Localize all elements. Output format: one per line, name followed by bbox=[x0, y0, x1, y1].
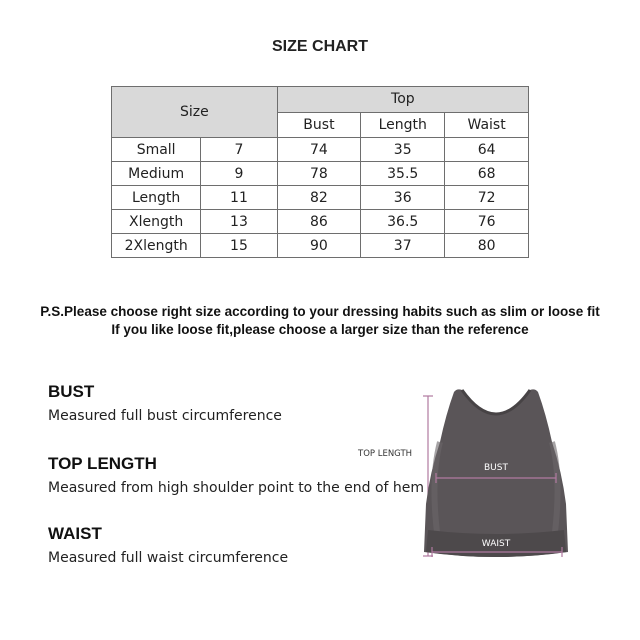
table-row bbox=[112, 162, 529, 186]
table-row bbox=[112, 138, 529, 162]
column-header-waist: Waist bbox=[445, 112, 529, 138]
column-header-bust: Bust bbox=[277, 112, 361, 138]
waist-heading: WAIST bbox=[48, 524, 102, 543]
sports-bra-icon bbox=[424, 389, 568, 557]
size-code: 13 bbox=[201, 210, 277, 234]
length-value: 35 bbox=[361, 138, 445, 162]
page-title: SIZE CHART bbox=[272, 38, 368, 55]
garment-measurement-diagram bbox=[356, 380, 616, 580]
size-code: 7 bbox=[201, 138, 277, 162]
size-code: 11 bbox=[201, 186, 277, 210]
table-header-row bbox=[112, 87, 529, 113]
size-name: Medium bbox=[112, 162, 201, 186]
waist-value: 76 bbox=[445, 210, 529, 234]
size-name: Small bbox=[112, 138, 201, 162]
top-length-label: TOP LENGTH bbox=[358, 449, 413, 459]
top-group-header: Top bbox=[277, 87, 528, 113]
size-name: 2Xlength bbox=[112, 234, 201, 258]
table-row bbox=[112, 186, 529, 210]
bust-value: 74 bbox=[277, 138, 361, 162]
table-row bbox=[112, 234, 529, 258]
length-value: 36.5 bbox=[361, 210, 445, 234]
length-value: 36 bbox=[361, 186, 445, 210]
column-header-length: Length bbox=[361, 112, 445, 138]
bust-heading: BUST bbox=[48, 382, 95, 401]
bust-description: Measured full bust circumference bbox=[48, 408, 282, 424]
waist-value: 80 bbox=[445, 234, 529, 258]
waist-label: WAIST bbox=[481, 539, 511, 549]
bust-value: 82 bbox=[277, 186, 361, 210]
bust-value: 86 bbox=[277, 210, 361, 234]
bust-value: 78 bbox=[277, 162, 361, 186]
size-code: 15 bbox=[201, 234, 277, 258]
size-name: Xlength bbox=[112, 210, 201, 234]
bust-label: BUST bbox=[484, 463, 508, 473]
fit-note-line-1: P.S.Please choose right size according to your dressing habits such as slim or loose fit bbox=[40, 304, 600, 319]
size-header: Size bbox=[112, 87, 278, 138]
size-chart-table bbox=[111, 86, 529, 258]
table-row bbox=[112, 210, 529, 234]
length-value: 37 bbox=[361, 234, 445, 258]
length-value: 35.5 bbox=[361, 162, 445, 186]
waist-value: 68 bbox=[445, 162, 529, 186]
size-name: Length bbox=[112, 186, 201, 210]
top-length-heading: TOP LENGTH bbox=[48, 454, 157, 473]
fit-note-line-2: If you like loose fit,please choose a larger size than the reference bbox=[111, 322, 529, 337]
waist-value: 64 bbox=[445, 138, 529, 162]
size-code: 9 bbox=[201, 162, 277, 186]
waist-description: Measured full waist circumference bbox=[48, 550, 289, 566]
bust-value: 90 bbox=[277, 234, 361, 258]
top-length-description: Measured from high shoulder point to the end of hem bbox=[48, 480, 425, 496]
waist-value: 72 bbox=[445, 186, 529, 210]
